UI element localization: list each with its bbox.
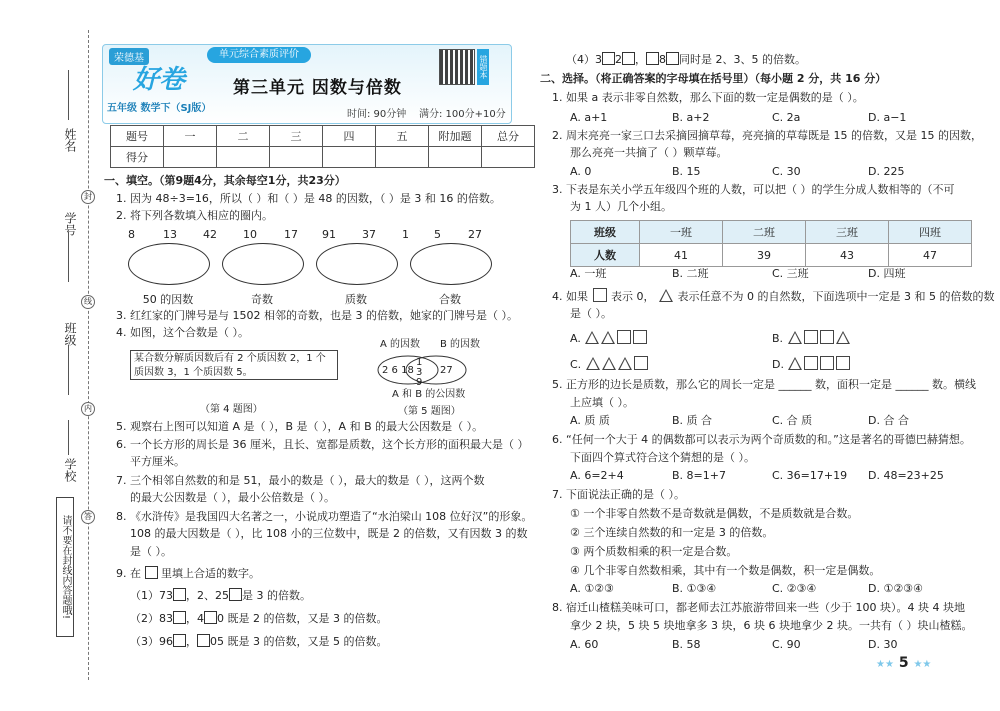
seal-dot: 线 [81,295,95,309]
square-icon [804,356,818,370]
choice-5-cont[interactable]: 上应填（ ）。 [570,396,634,409]
venn-right-values: 27 [440,365,453,376]
q9-prefix: 9. 在 [116,567,141,580]
choice-3[interactable]: 3. 下表是东关小学五年级四个班的人数，可以把（ ）的学生分成人数相等的（不可 [552,183,955,196]
choice-6: 6. “任何一个大于 4 的偶数都可以表示为两个奇质数的和。”这是著名的哥德巴赫猜想。 [552,433,971,446]
venn-common-values: 1 3 9 [416,357,423,388]
score-value-row [111,147,535,168]
full-score: 满分: 100分+10分 [419,109,506,120]
choice-4-option-a[interactable] [570,330,648,345]
choice-1-option[interactable]: A. a+1 [570,111,608,124]
circle-label: 50 的因数 [142,293,194,306]
question-1[interactable]: 1. 因为 48÷3=16，所以（ ）和（ ）是 48 的因数，（ ）是 3 和 16 的倍数。 [116,192,501,205]
q9-2-a: （2）83 [130,612,173,625]
question-7-cont[interactable]: 的最大公因数是（ ），最小公倍数是（ ）。 [130,491,335,504]
class-table [570,220,972,267]
digit-box[interactable] [229,588,242,601]
digit-box-icon [145,566,158,579]
table-cell: 班级 [571,221,640,244]
number-item: 27 [468,228,482,241]
score-cell: 四 [323,126,376,147]
brand-badge: 荣德基 [109,48,149,65]
q9-2-b: ，4 [186,612,204,625]
class-table-header [571,221,972,244]
seal-dot: 封 [81,190,95,204]
seal-dot: 答 [81,510,95,524]
number-item: 17 [284,228,298,241]
question-9 [116,566,260,581]
choice-4-option-b[interactable] [772,330,851,345]
square-icon [820,356,834,370]
page-number-value: 5 [898,655,909,671]
score-cell: 三 [270,126,323,147]
star-icon: ★★ [876,659,894,670]
statement: ③ 两个质数相乘的积一定是合数。 [570,545,738,558]
circle-label: 质数 [345,293,367,306]
school-blank[interactable] [68,420,69,455]
q9-3-a: （3）96 [130,635,173,648]
question-8: 8. 《水浒传》是我国四大名著之一，小说成功塑造了“水泊梁山 108 位好汉”的形象。 [116,510,533,523]
number-item: 10 [243,228,257,241]
option-letter: D. [772,358,784,371]
set-circle[interactable] [128,243,210,285]
table-cell: 三班 [806,221,889,244]
score-cell: 得分 [111,147,164,168]
score-cell: 总分 [482,126,535,147]
choice-4-option-d[interactable] [772,356,851,371]
square-icon [634,356,648,370]
score-input[interactable] [429,147,482,168]
venn-label-a: A 的因数 [380,339,421,350]
question-7[interactable]: 7. 三个相邻自然数的和是 51，最小的数是（ ），最大的数是（ ），这两个数 [116,474,485,487]
statement: ② 三个连续自然数的和一定是 3 的倍数。 [570,526,774,539]
prime-factor-rule-box: 某合数分解质因数后有 2 个质因数 2，1 个质因数 3，1 个质因数 5。 [130,350,338,380]
school-label: 学校 [63,458,77,482]
square-icon [633,330,647,344]
seal-line [88,30,89,680]
question-9-4 [566,52,806,67]
star-icon: ★★ [913,659,932,670]
choice-5-option[interactable]: D. 合 合 [868,414,909,427]
choice-3-option[interactable]: B. 二班 [672,267,709,280]
venn-left-values: 2 6 18 [382,365,414,376]
circle-label: 合数 [439,293,461,306]
question-8-cont[interactable]: 是（ ）。 [130,545,172,558]
binding-strip [0,0,100,711]
choice-8-cont[interactable]: 拿少 2 块，5 块 5 块地拿多 3 块，6 块 6 块地拿少 2 块。一共有（ ）块山楂糕。 [570,619,973,632]
choice-2-option[interactable]: B. 15 [672,165,701,178]
choice-6-option[interactable]: C. 36=17+19 [772,469,848,482]
choice-6-cont[interactable]: 下面四个算式符合这个猜想的是（ ）。 [570,451,755,464]
question-9-1 [130,588,311,603]
choice-7-option[interactable]: D. ①②③④ [868,582,923,595]
triangle-icon [659,289,673,302]
digit-box[interactable] [602,52,615,65]
section-choice: 二、选择。（将正确答案的字母填在括号里）（每小题 2 分，共 16 分） [540,72,887,85]
score-input[interactable] [482,147,535,168]
seal-warning: 请不要在封线内答题哦! [56,497,74,637]
table-cell: 人数 [571,244,640,267]
score-cell: 五 [376,126,429,147]
digit-box[interactable] [173,634,186,647]
q9-4-c: ， [635,53,646,66]
option-letter: B. [772,332,784,345]
score-cell: 二 [217,126,270,147]
choice-2-option[interactable]: D. 225 [868,165,905,178]
page-number [876,655,931,671]
choice-3-cont: 为 1 人）几个小组。 [570,200,672,213]
digit-box[interactable] [666,52,679,65]
choice-7-option[interactable]: B. ①③④ [672,582,717,595]
choice-8-option[interactable]: A. 60 [570,638,599,651]
digit-box[interactable] [197,634,210,647]
triangle-icon [586,357,600,370]
digit-box[interactable] [646,52,659,65]
choice-7-option[interactable]: A. ①②③ [570,582,614,595]
q9-1-b: ，2、25 [186,589,229,602]
choice-1-option[interactable]: B. a+2 [672,111,710,124]
choice-3-option[interactable]: D. 四班 [868,267,906,280]
question-3[interactable]: 3. 红红家的门牌号是与 1502 相邻的奇数，也是 3 的倍数，她家的门牌号是（ ）。 [116,309,518,322]
option-letter: A. [570,332,581,345]
table-row [571,244,972,267]
square-icon [836,356,850,370]
student-no-blank[interactable] [68,232,69,282]
choice-6-option[interactable]: D. 48=23+25 [868,469,944,482]
page-title: 第三单元 因数与倍数 [233,78,402,98]
choice-6-option[interactable]: B. 8=1+7 [672,469,726,482]
seal-dot: 内 [81,402,95,416]
choice-2: 2. 周末亮亮一家三口去采摘园摘草莓，亮亮摘的草莓既是 15 的倍数，又是 15 的因数， [552,129,982,142]
choice-3-option[interactable]: C. 三班 [772,267,809,280]
triangle-icon [602,357,616,370]
circle-label: 奇数 [251,293,273,306]
q9-2-c: 0 既是 2 的倍数，又是 3 的倍数。 [217,612,388,625]
triangle-icon [836,331,850,344]
choice-7-option[interactable]: C. ②③④ [772,582,817,595]
number-item: 13 [163,228,177,241]
table-cell: 47 [889,244,972,267]
score-cell: 一 [164,126,217,147]
number-item: 37 [362,228,376,241]
choice-5-option[interactable]: B. 质 合 [672,414,713,427]
statement: ④ 几个非零自然数相乘，其中有一个数是偶数，积一定是偶数。 [570,564,881,577]
digit-box[interactable] [622,52,635,65]
venn-label-b: B 的因数 [440,339,481,350]
choice-8-option[interactable]: B. 58 [672,638,701,651]
digit-box[interactable] [173,611,186,624]
time-limit: 时间: 90分钟 [347,109,407,120]
choice-1[interactable]: 1. 如果 a 表示非零自然数，那么下面的数一定是偶数的是（ ）。 [552,91,864,104]
score-input[interactable] [270,147,323,168]
choice-8: 8. 宿迁山楂糕美味可口，都老师去江苏旅游带回来一些（少于 100 块）。4 块 4 块地 [552,601,965,614]
number-item: 42 [203,228,217,241]
square-icon [593,288,607,302]
table-cell: 一班 [640,221,723,244]
choice-2-option[interactable]: C. 30 [772,165,801,178]
table-cell: 四班 [889,221,972,244]
qr-code-icon[interactable] [439,49,475,85]
number-item: 8 [128,228,135,241]
triangle-icon [788,331,802,344]
question-5[interactable]: 5. 观察右上图可以知道 A 是（ ），B 是（ ），A 和 B 的最大公因数是（ ）。 [116,420,484,433]
choice-2-cont[interactable]: 那么亮亮一共摘了（ ）颗草莓。 [570,146,728,159]
score-input[interactable] [217,147,270,168]
figure-caption-5: （第 5 题图） [398,406,461,417]
question-8-cont[interactable]: 108 的最大因数是（ ），比 108 小的三位数中，既是 2 的倍数，又有因数 3 的数 [130,527,528,540]
triangle-icon [788,357,802,370]
section-fill-blank: 一、填空。（第9题4分，其余每空1分，共23分） [104,174,346,187]
number-item: 91 [322,228,336,241]
choice-1-option[interactable]: D. a−1 [868,111,907,124]
square-icon [804,330,818,344]
class-label: 班级 [63,322,77,346]
evaluation-banner: 单元综合素质评价 [207,47,311,63]
choice-8-option[interactable]: C. 90 [772,638,801,651]
table-cell: 二班 [723,221,806,244]
q9-3-c: 05 既是 3 的倍数，又是 5 的倍数。 [210,635,388,648]
grade-label: 五年级 数学下（SJ版） [107,103,212,114]
set-circle[interactable] [316,243,398,285]
c4-c: 表示任意不为 0 的自然数，下面选项中一定是 3 和 5 的倍数的数 [677,290,995,303]
choice-6-option[interactable]: A. 6=2+4 [570,469,624,482]
q9-4-d: 8 [659,53,666,66]
score-input[interactable] [164,147,217,168]
triangle-icon [601,331,615,344]
logo: 好卷 [133,65,186,95]
table-cell: 41 [640,244,723,267]
digit-box[interactable] [204,611,217,624]
venn-common-label: A 和 B 的公因数 [392,389,466,400]
student-no-label: 学号 [63,212,77,236]
set-circle[interactable] [410,243,492,285]
number-item: 1 [402,228,409,241]
choice-5-option[interactable]: C. 合 质 [772,414,813,427]
choice-2-option[interactable]: A. 0 [570,165,592,178]
question-9-3 [130,634,387,649]
set-circle[interactable] [222,243,304,285]
q9-1-a: （1）73 [130,589,173,602]
c4-b: 表示 0， [611,290,655,303]
square-icon [820,330,834,344]
choice-3-option[interactable]: A. 一班 [570,267,607,280]
choice-4-option-c[interactable] [570,356,649,371]
figure-caption-4: （第 4 题图） [200,404,263,415]
choice-4-cont[interactable]: 是（ ）。 [570,307,612,320]
score-input[interactable] [376,147,429,168]
q9-text: 里填上合适的数字。 [161,567,260,580]
triangle-icon [585,331,599,344]
square-icon [617,330,631,344]
class-blank[interactable] [68,345,69,395]
choice-7[interactable]: 7. 下面说法正确的是（ ）。 [552,488,685,501]
question-9-2 [130,611,387,626]
score-header-row [111,126,535,147]
score-cell: 题号 [111,126,164,147]
question-2: 2. 将下列各数填入相应的圈内。 [116,209,273,222]
choice-4 [552,288,994,304]
digit-box[interactable] [173,588,186,601]
unit-header [102,44,512,124]
number-item: 5 [434,228,441,241]
question-6[interactable]: 6. 一个长方形的周长是 36 厘米，且长、宽都是质数，这个长方形的面积最大是（ ） [116,438,529,451]
choice-8-option[interactable]: D. 30 [868,638,898,651]
error-book-tag: 错题本 [477,49,489,85]
triangle-icon [618,357,632,370]
q9-4-e: 同时是 2、3、5 的倍数。 [679,53,806,66]
name-label: 姓名 [63,128,77,152]
choice-5-option[interactable]: A. 质 质 [570,414,610,427]
question-6-cont: 平方厘米。 [130,455,185,468]
c4-a: 4. 如果 [552,290,588,303]
score-cell: 附加题 [429,126,482,147]
name-blank[interactable] [68,70,69,120]
question-4[interactable]: 4. 如图，这个合数是（ ）。 [116,326,249,339]
choice-5[interactable]: 5. 正方形的边长是质数，那么它的周长一定是 ______ 数，面积一定是 ______ 数。横线 [552,378,976,391]
q9-1-c: 是 3 的倍数。 [242,589,311,602]
table-cell: 43 [806,244,889,267]
table-cell: 39 [723,244,806,267]
score-table [110,125,535,168]
option-letter: C. [570,358,582,371]
q9-3-b: ， [186,635,197,648]
q9-4-b: 2 [615,53,622,66]
score-input[interactable] [323,147,376,168]
q9-4-a: （4）3 [566,53,602,66]
statement: ① 一个非零自然数不是奇数就是偶数，不是质数就是合数。 [570,507,859,520]
choice-1-option[interactable]: C. 2a [772,111,801,124]
